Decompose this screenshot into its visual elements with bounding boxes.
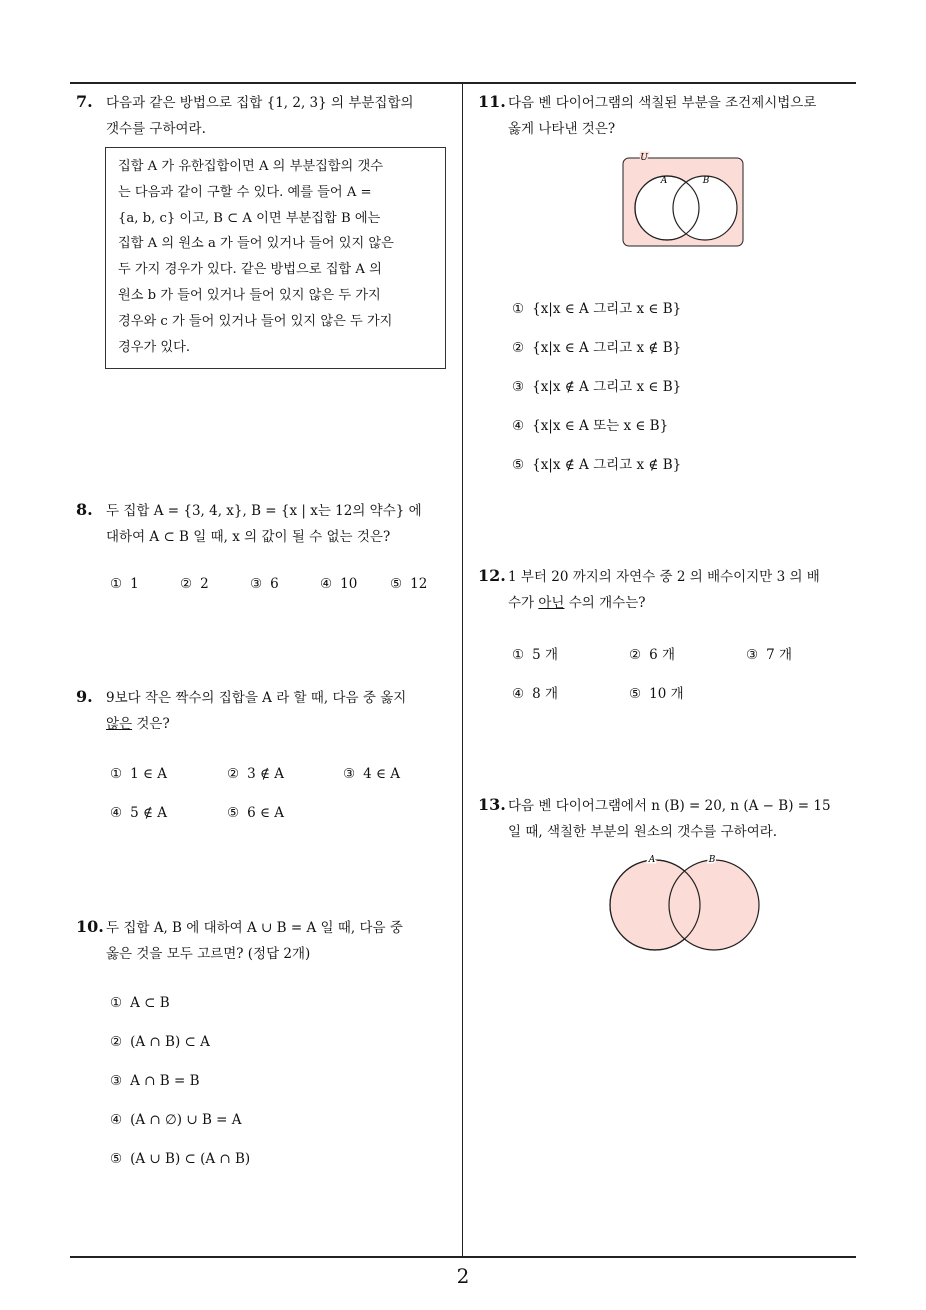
set-a-label: A <box>648 855 656 865</box>
question-9 <box>76 684 488 737</box>
hint-line: 두 가지 경우가 있다. 같은 방법으로 집합 A 의 <box>118 262 382 278</box>
question-number: 9. <box>76 687 93 706</box>
option-5[interactable]: ⑤ {x|x ∉ A 그리고 x ∉ B} <box>512 457 682 473</box>
set-b-label: B <box>702 176 710 186</box>
option-3[interactable]: ③ 4 ∈ A <box>343 766 401 782</box>
set-b-circle <box>669 860 759 950</box>
question-12: 12. 1 부터 20 까지의 자연수 중 2 의 배수이지만 3 의 배 수가 아닌 수의 개수는? <box>478 563 890 616</box>
question-10 <box>76 914 488 967</box>
question-7 <box>76 89 488 142</box>
option-1[interactable]: ① {x|x ∈ A 그리고 x ∈ B} <box>512 301 682 317</box>
question-8 <box>76 497 488 550</box>
option-4[interactable]: ④ 5 ∉ A <box>110 805 168 821</box>
option-5[interactable]: ⑤ 6 ∈ A <box>227 805 285 821</box>
hint-line: 경우가 있다. <box>118 339 191 355</box>
question-text: 1 부터 20 까지의 자연수 중 2 의 배수이지만 3 의 배 <box>508 569 820 585</box>
option-2[interactable]: ② 2 <box>180 576 209 592</box>
hint-line: 집합 A 가 유한집합이면 A 의 부분집합의 갯수 <box>118 159 383 174</box>
question-text: 다음 벤 다이어그램에서 n (B) = 20, n (A − B) = 15 일 때, 색칠한 부분의 원소의 갯수를 구하여라. <box>508 798 831 840</box>
question-number: 7. <box>76 92 93 111</box>
option-4[interactable]: ④ (A ∩ ∅) ∪ B = A <box>110 1112 242 1128</box>
universe-label: U <box>640 153 648 163</box>
option-3[interactable]: ③ A ∩ B = B <box>110 1073 200 1089</box>
option-5[interactable]: ⑤ (A ∪ B) ⊂ (A ∩ B) <box>110 1151 251 1167</box>
question-text: 두 집합 A = {3, 4, x}, B = {x | x는 12의 약수} 에 대하여 A ⊂ B 일 때, x 의 값이 될 수 없는 것은? <box>106 503 422 545</box>
venn-diagram-q11 <box>620 150 750 250</box>
venn-diagram-q13 <box>605 852 765 954</box>
question-13 <box>478 792 890 845</box>
hint-line: {a, b, c} 이고, B ⊂ A 이면 부분집합 B 에는 <box>118 210 381 226</box>
option-1[interactable]: ① 1 ∈ A <box>110 766 168 782</box>
option-2[interactable]: ② (A ∩ B) ⊂ A <box>110 1034 210 1050</box>
set-b-label: B <box>708 855 716 865</box>
question-text: 다음과 같은 방법으로 집합 {1, 2, 3} 의 부분집합의 갯수를 구하여라. <box>106 95 414 137</box>
option-5[interactable]: ⑤ 12 <box>390 576 428 592</box>
hint-line: 는 다음과 같이 구할 수 있다. 예를 들어 A = <box>118 184 372 200</box>
option-1[interactable]: ① 5 개 <box>512 647 559 663</box>
question-text-rest: 것은? <box>132 716 170 732</box>
question-text-rest: 수의 개수는? <box>564 595 646 611</box>
option-1[interactable]: ① 1 <box>110 576 139 592</box>
set-a-label: A <box>660 176 668 186</box>
question-11 <box>478 89 890 142</box>
column-divider <box>462 82 463 1258</box>
hint-box <box>105 147 446 369</box>
question-number: 8. <box>76 500 93 519</box>
question-text: 다음 벤 다이어그램의 색칠된 부분을 조건제시법으로 옳게 나타낸 것은? <box>508 95 817 137</box>
question-number: 13. <box>478 795 506 814</box>
hint-line: 집합 A 의 원소 a 가 들어 있거나 들어 있지 않은 <box>118 236 394 252</box>
hint-line: 원소 b 가 들어 있거나 들어 있지 않은 두 가지 <box>118 287 381 303</box>
option-3[interactable]: ③ 6 <box>250 576 279 592</box>
option-4[interactable]: ④ {x|x ∈ A 또는 x ∈ B} <box>512 418 669 434</box>
question-number: 10. <box>76 917 104 936</box>
option-2[interactable]: ② 3 ∉ A <box>227 766 285 782</box>
underlined-text: 않은 <box>106 716 133 732</box>
option-3[interactable]: ③ {x|x ∉ A 그리고 x ∈ B} <box>512 379 682 395</box>
option-5[interactable]: ⑤ 10 개 <box>629 686 684 702</box>
page-number: 2 <box>456 1264 470 1288</box>
option-2[interactable]: ② {x|x ∈ A 그리고 x ∉ B} <box>512 340 682 356</box>
option-4[interactable]: ④ 8 개 <box>512 686 559 702</box>
underlined-text: 아닌 <box>538 595 565 611</box>
question-number: 11. <box>478 92 506 111</box>
question-text: 두 집합 A, B 에 대하여 A ∪ B = A 일 때, 다음 중 옳은 것을 모두 고르면? (정답 2개) <box>106 920 403 962</box>
question-number: 12. <box>478 566 506 585</box>
option-1[interactable]: ① A ⊂ B <box>110 995 170 1011</box>
option-2[interactable]: ② 6 개 <box>629 647 676 663</box>
hint-line: 경우와 c 가 들어 있거나 들어 있지 않은 두 가지 <box>118 313 393 329</box>
option-4[interactable]: ④ 10 <box>320 576 358 592</box>
option-3[interactable]: ③ 7 개 <box>746 647 793 663</box>
question-text: 9보다 작은 짝수의 집합을 A 라 할 때, 다음 중 옳지 <box>106 690 407 706</box>
